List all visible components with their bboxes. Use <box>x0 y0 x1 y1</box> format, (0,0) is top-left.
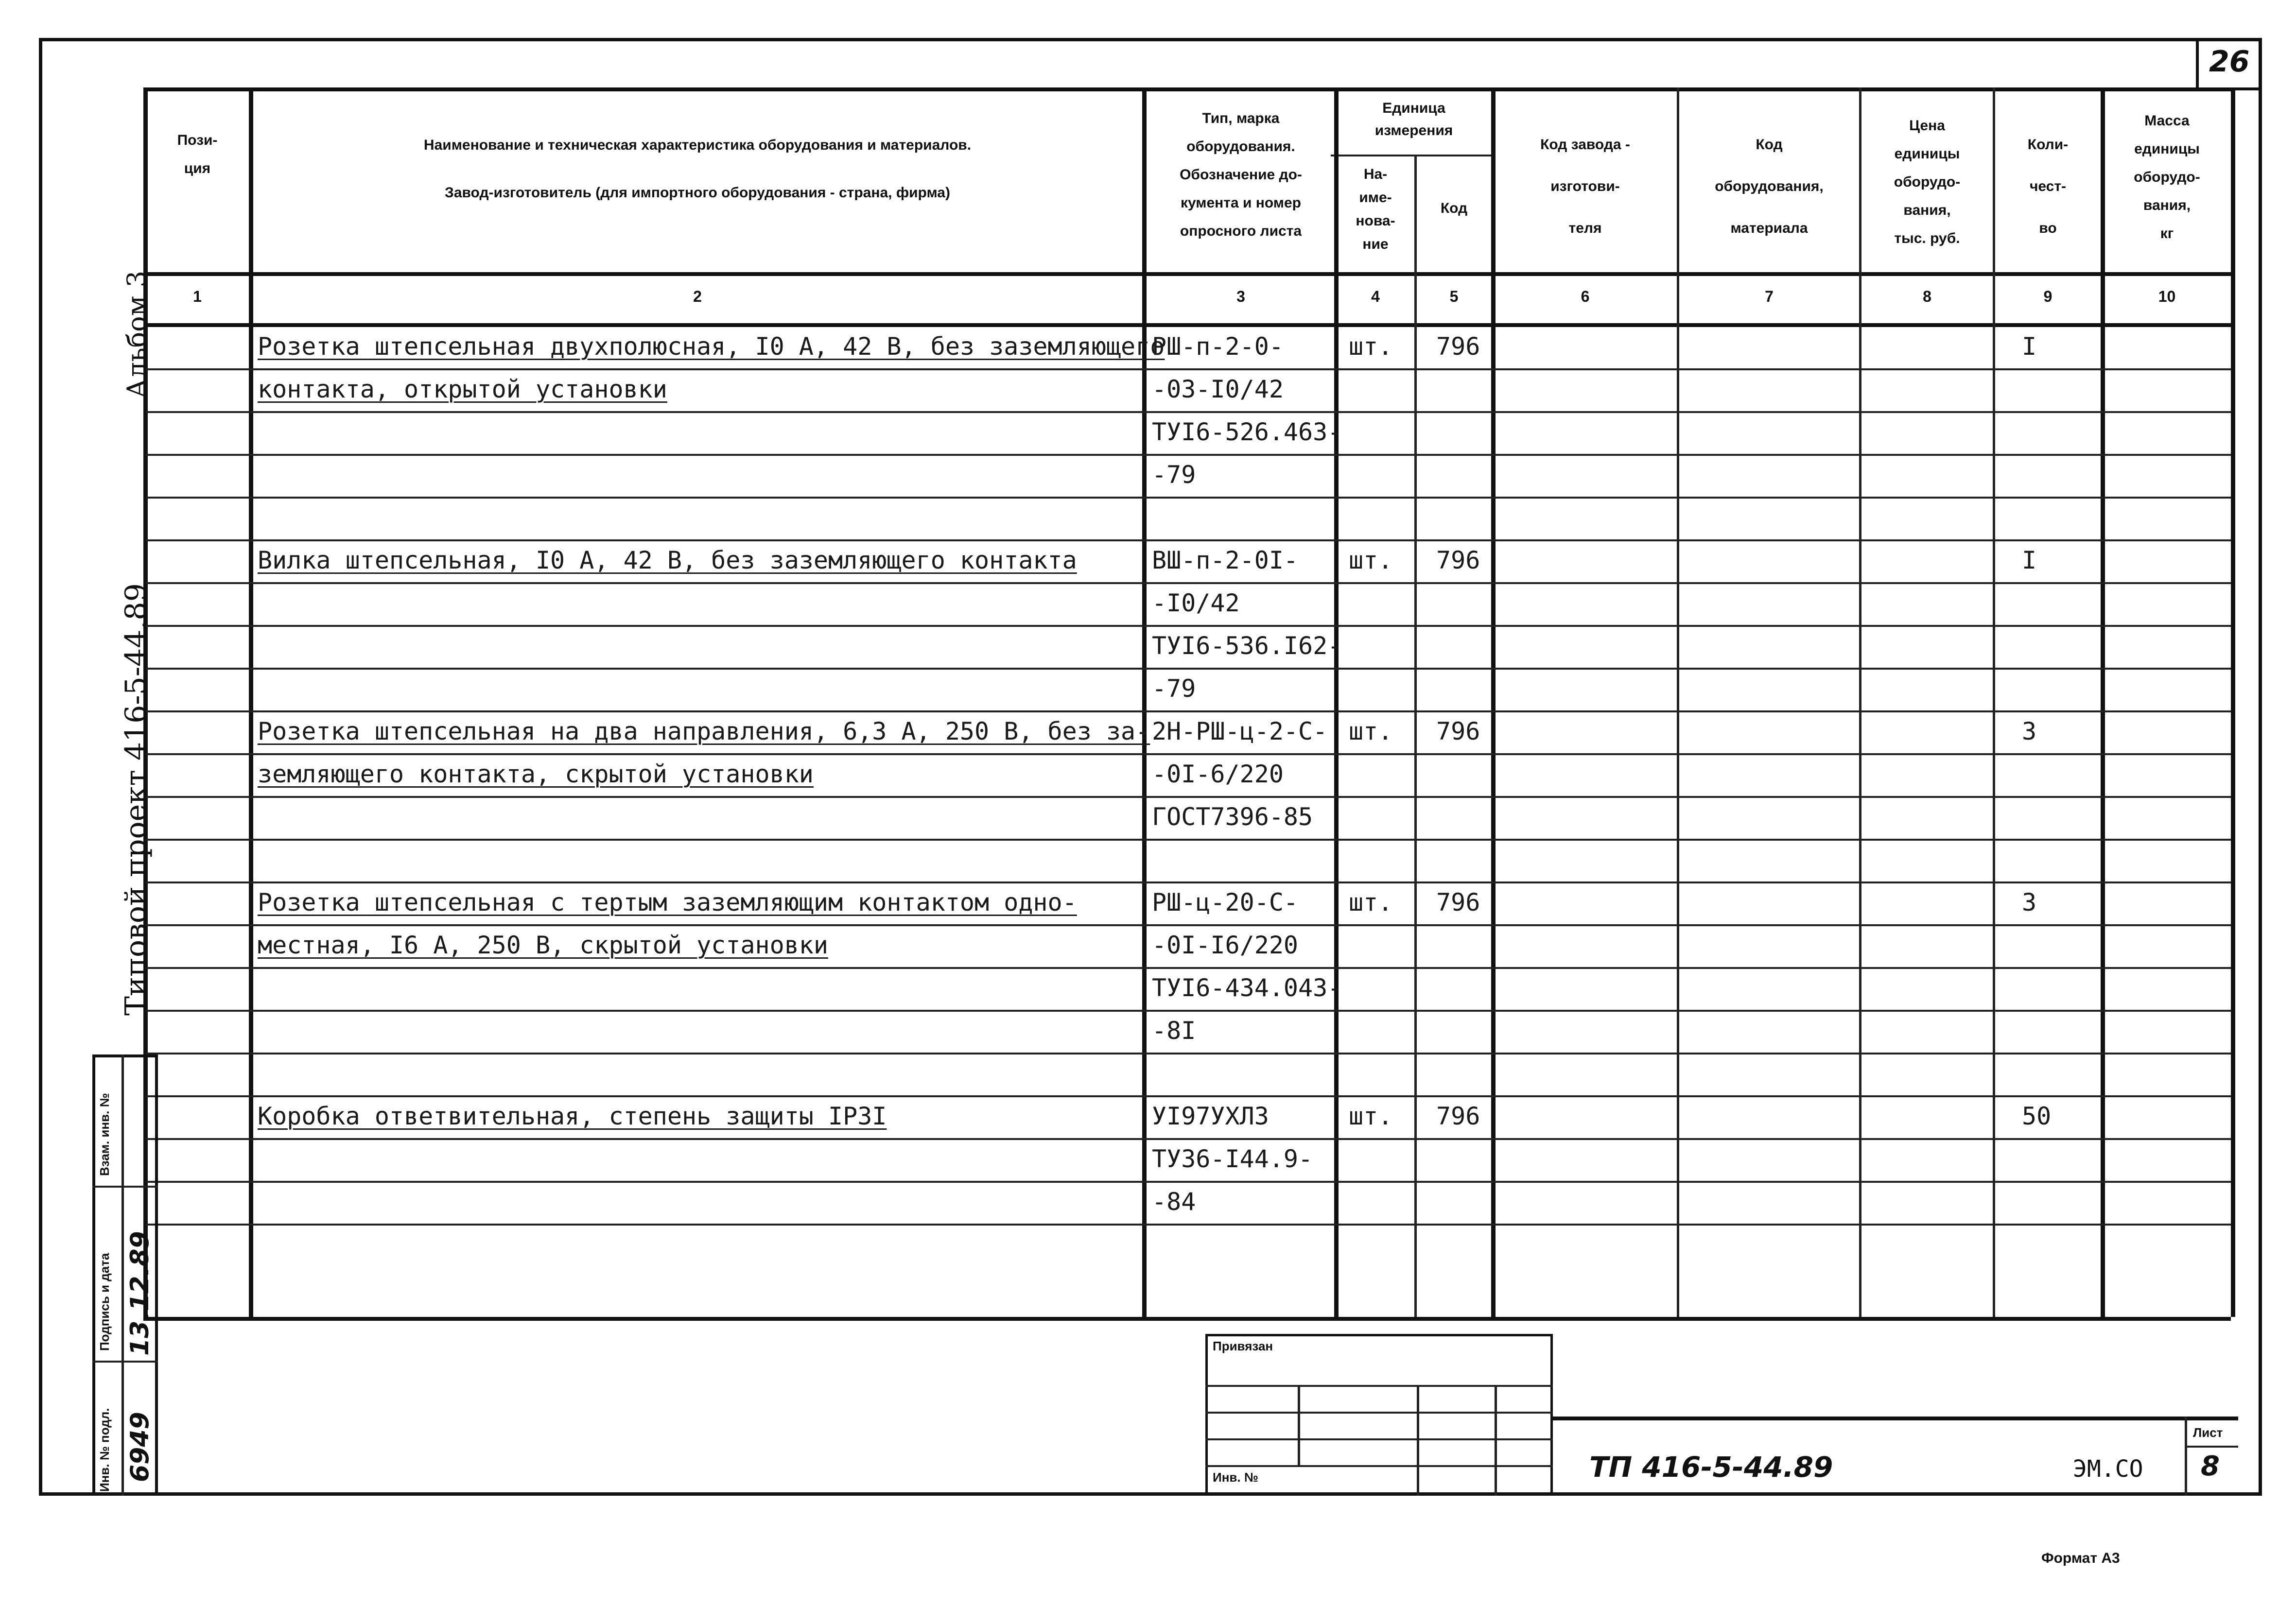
inv-no-label: Инв. № <box>1213 1470 1258 1485</box>
project-label: Типовой проект 416-5-44.89 <box>119 583 153 1016</box>
row-separator <box>146 796 2231 798</box>
colnum-8: 8 <box>1923 287 1931 305</box>
header-equipment-code: Код оборудования, материала <box>1715 137 1824 236</box>
table-header-bottom-line <box>143 272 2231 276</box>
row-separator <box>146 1010 2231 1012</box>
cell-type: РШ-п-2-0- <box>1152 332 1284 361</box>
cell-name: земляющего контакта, скрытой установки <box>258 760 814 788</box>
sheet-box-left <box>2185 1417 2187 1496</box>
cell-unit-code: 796 <box>1436 888 1480 916</box>
colnum-2: 2 <box>693 287 702 305</box>
document-code: ТП 416-5-44.89 <box>1589 1451 1833 1484</box>
row-separator <box>146 1181 2231 1183</box>
row-separator <box>146 539 2231 541</box>
colnum-5: 5 <box>1449 287 1459 305</box>
row-separator <box>146 924 2231 926</box>
privyazan-vline-1 <box>1298 1385 1300 1465</box>
cell-type: ГОСТ7396-85 <box>1152 803 1313 831</box>
row-separator <box>146 625 2231 627</box>
col-line-8 <box>1993 87 1995 1317</box>
sheet-label: Лист <box>2193 1425 2223 1440</box>
col-line-2 <box>1142 87 1147 1317</box>
privyazan-line-1 <box>1205 1385 1553 1387</box>
col-line-1 <box>249 87 253 1317</box>
header-name-line1: Наименование и техническая характеристика оборудования и материалов. <box>423 137 972 153</box>
cell-quantity: 3 <box>2022 888 2037 916</box>
colnum-6: 6 <box>1581 287 1590 305</box>
row-separator <box>146 967 2231 969</box>
header-factory-code: Код завода - изготови- теля <box>1540 137 1630 236</box>
col-line-4 <box>1414 155 1417 1317</box>
row-separator <box>146 411 2231 413</box>
cell-type: -84 <box>1152 1188 1196 1216</box>
cell-type: РШ-ц-20-С- <box>1152 888 1299 916</box>
header-name-line2: Завод-изготовитель (для импортного оборудования - страна, фирма) <box>445 185 950 201</box>
page-number: 26 <box>2209 45 2250 79</box>
stamp-row-line-2 <box>92 1361 158 1363</box>
stamp-label-sign: Подпись и дата <box>97 1253 112 1351</box>
row-separator <box>146 839 2231 841</box>
table-bottom-line <box>143 1317 2231 1321</box>
col-line-7 <box>1859 87 1861 1317</box>
cell-unit-code: 796 <box>1436 717 1480 745</box>
cell-unit-code: 796 <box>1436 546 1480 574</box>
cell-name: местная, I6 А, 250 В, скрытой установки <box>258 931 828 959</box>
cell-unit: шт. <box>1349 1102 1393 1130</box>
privyazan-vline-2 <box>1417 1385 1419 1496</box>
cell-unit: шт. <box>1349 717 1393 745</box>
cell-name: Вилка штепсельная, I0 А, 42 В, без заземляющего контакта <box>258 546 1077 574</box>
col-line-3 <box>1334 87 1339 1317</box>
colnum-1: 1 <box>193 287 202 305</box>
stamp-value-inv: 6949 <box>125 1412 155 1482</box>
stamp-value-date: 13.12.89 <box>125 1231 155 1356</box>
privyazan-line-3 <box>1205 1438 1553 1440</box>
colnum-4: 4 <box>1371 287 1380 305</box>
stamp-label-replace: Взам. инв. № <box>97 1093 112 1176</box>
cell-type: 2Н-РШ-ц-2-С- <box>1152 717 1328 745</box>
cell-quantity: I <box>2022 332 2037 361</box>
cell-type: -0I-I6/220 <box>1152 931 1299 959</box>
cell-type: -0I-6/220 <box>1152 760 1284 788</box>
cell-name: контакта, открытой установки <box>258 375 667 403</box>
cell-quantity: I <box>2022 546 2037 574</box>
row-separator <box>146 1053 2231 1054</box>
header-price: Цена единицы оборудо- вания, тыс. руб. <box>1894 118 1961 246</box>
privyazan-line-4 <box>1205 1465 1553 1467</box>
header-unit-name: На- име- нова- ние <box>1356 166 1395 252</box>
units-group-line <box>1331 155 1491 156</box>
cell-name: Розетка штепсельная двухполюсная, I0 А, 42 В, без заземляющего <box>258 332 1165 361</box>
colnum-10: 10 <box>2158 287 2176 305</box>
cell-type: ТУI6-434.043- <box>1152 974 1342 1002</box>
row-separator <box>146 668 2231 670</box>
header-mass: Масса единицы оборудо- вания, кг <box>2134 113 2200 242</box>
col-line-6 <box>1677 87 1679 1317</box>
sheet-box-mid <box>2185 1446 2238 1448</box>
cell-unit: шт. <box>1349 332 1393 361</box>
cell-type: -8I <box>1152 1017 1196 1045</box>
cell-type: -79 <box>1152 461 1196 489</box>
header-unit-code: Код <box>1440 200 1468 216</box>
row-separator <box>146 753 2231 755</box>
col-line-10 <box>2231 87 2235 1317</box>
cell-unit-code: 796 <box>1436 1102 1480 1130</box>
cell-type: ВШ-п-2-0I- <box>1152 546 1299 574</box>
header-position: Пози- ция <box>177 132 218 176</box>
row-separator <box>146 582 2231 584</box>
row-separator <box>146 454 2231 456</box>
colnum-7: 7 <box>1765 287 1774 305</box>
colnum-3: 3 <box>1236 287 1245 305</box>
privyazan-label: Привязан <box>1213 1339 1273 1353</box>
cell-type: -79 <box>1152 674 1196 703</box>
cell-type: -03-I0/42 <box>1152 375 1284 403</box>
stamp-row-line-1 <box>92 1186 158 1188</box>
row-separator <box>146 710 2231 712</box>
table-top-line <box>143 87 2231 91</box>
cell-quantity: 3 <box>2022 717 2037 745</box>
header-type: Тип, марка оборудования. Обозначение до- кумента и номер опросного листа <box>1180 110 1302 239</box>
cell-type: -I0/42 <box>1152 589 1240 617</box>
document-mark: ЭМ.СО <box>2073 1455 2143 1483</box>
cell-unit: шт. <box>1349 546 1393 574</box>
cell-name: Коробка ответвительная, степень защиты IP3I <box>258 1102 887 1130</box>
cell-type: ТУ36-I44.9- <box>1152 1145 1313 1173</box>
privyazan-line-2 <box>1205 1412 1553 1414</box>
sheet-number: 8 <box>2201 1451 2220 1482</box>
table-colnum-bottom-line <box>143 323 2231 327</box>
cell-name: Розетка штепсельная на два направления, 6,3 А, 250 В, без за- <box>258 717 1150 745</box>
cell-unit-code: 796 <box>1436 332 1480 361</box>
row-separator <box>146 1095 2231 1097</box>
stamp-divider <box>122 1054 124 1496</box>
cell-unit: шт. <box>1349 888 1393 916</box>
row-separator <box>146 497 2231 499</box>
row-separator <box>146 881 2231 883</box>
row-separator <box>146 368 2231 370</box>
cell-quantity: 50 <box>2022 1102 2052 1130</box>
header-quantity: Коли- чест- во <box>2027 137 2069 236</box>
cell-type: ТУI6-536.I62- <box>1152 632 1342 660</box>
cell-type: ТУI6-526.463- <box>1152 418 1342 446</box>
row-separator <box>146 1224 2231 1226</box>
privyazan-vline-3 <box>1495 1385 1497 1496</box>
title-block-top <box>1553 1417 2238 1420</box>
header-units-group: Единица измерения <box>1374 100 1453 138</box>
row-separator <box>146 1138 2231 1140</box>
cell-name: Розетка штепсельная с тертым заземляющим контактом одно- <box>258 888 1077 916</box>
album-label: Альбом 3 <box>122 270 152 398</box>
col-line-5 <box>1491 87 1496 1317</box>
col-line-9 <box>2101 87 2105 1317</box>
stamp-label-inv: Инв. № подл. <box>97 1408 112 1492</box>
colnum-9: 9 <box>2043 287 2052 305</box>
format-label: Формат А3 <box>2041 1550 2120 1566</box>
cell-type: УI97УХЛ3 <box>1152 1102 1269 1130</box>
